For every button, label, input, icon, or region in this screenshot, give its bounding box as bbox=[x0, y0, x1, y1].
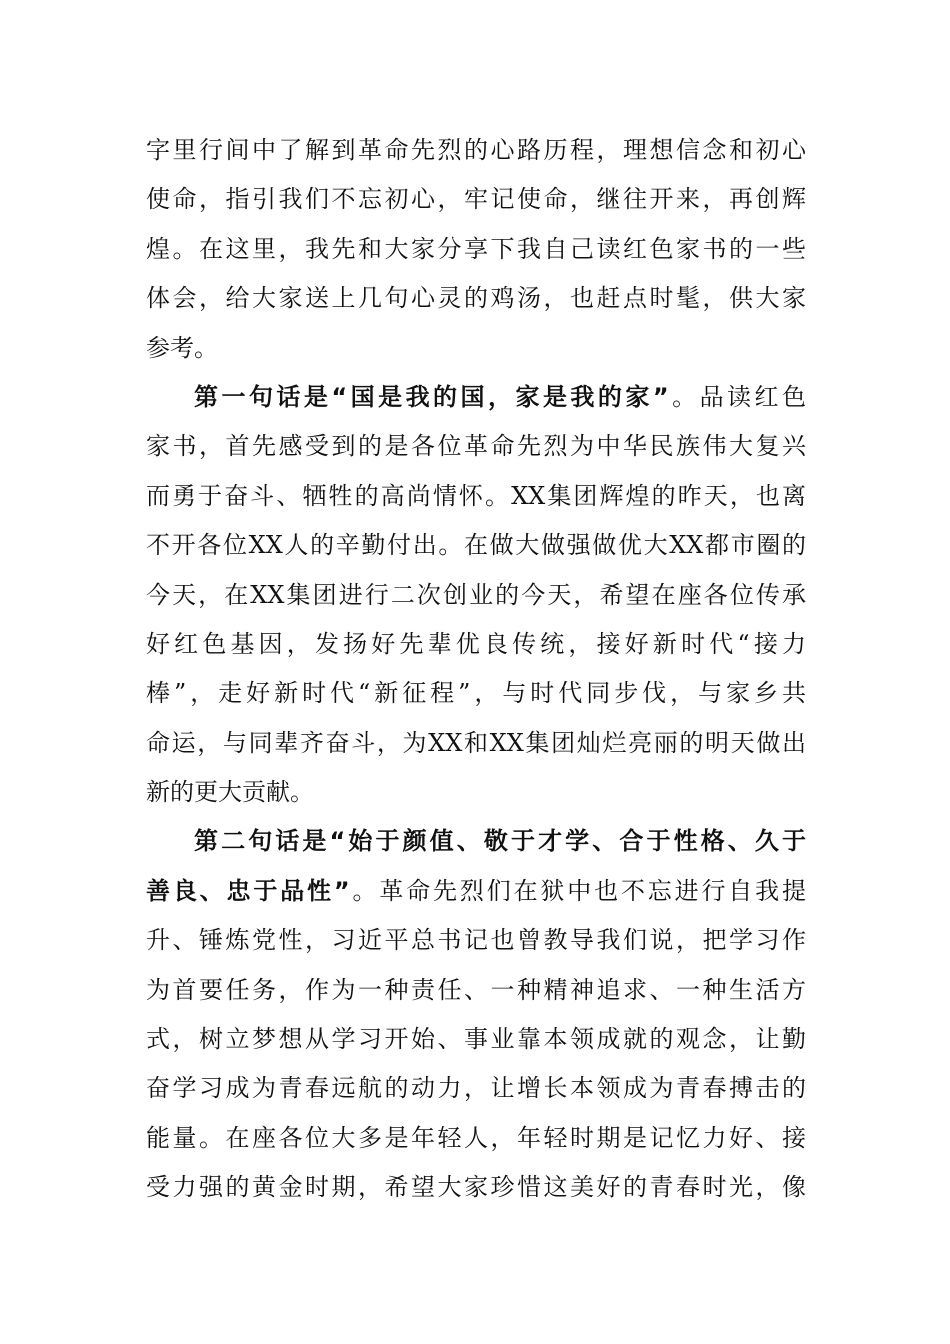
text-line: 棒”，走好新时代“新征程”，与时代同步伐，与家乡共 bbox=[146, 679, 806, 708]
text-line: 煌。在这里，我先和大家分享下我自己读红色家书的一些 bbox=[146, 234, 806, 263]
text-line: 为首要任务，作为一种责任、一种精神追求、一种生活方 bbox=[146, 975, 806, 1004]
paragraph-lead-text: 。品读红色 bbox=[668, 382, 806, 411]
paragraph-heading: 第一句话是“国是我的国，家是我的家” bbox=[194, 382, 669, 411]
paragraph-first-saying bbox=[146, 373, 806, 818]
paragraph-second-saying bbox=[146, 817, 806, 1212]
paragraph-lead-line bbox=[146, 867, 806, 916]
text-line: 新的更大贡献。 bbox=[146, 778, 314, 807]
text-line: 参考。 bbox=[146, 333, 218, 362]
paragraph-lead-text: 。革命先烈们在狱中也不忘进行自我提 bbox=[349, 876, 806, 905]
text-line: 使命，指引我们不忘初心，牢记使命，继往开来，再创辉 bbox=[146, 185, 806, 214]
text-line: 家书，首先感受到的是各位革命先烈为中华民族伟大复兴 bbox=[146, 432, 806, 461]
text-line: 式，树立梦想从学习开始、事业靠本领成就的观念，让勤 bbox=[146, 1025, 806, 1054]
text-line: 字里行间中了解到革命先烈的心路历程，理想信念和初心 bbox=[146, 136, 806, 164]
paragraph-lead-line bbox=[146, 373, 806, 422]
text-line: 升、锤炼党性，习近平总书记也曾教导我们说，把学习作 bbox=[146, 926, 806, 955]
paragraph-heading-continued: 善良、忠于品性” bbox=[146, 876, 350, 905]
text-line: 体会，给大家送上几句心灵的鸡汤，也赶点时髦，供大家 bbox=[146, 284, 806, 313]
text-line: 今天，在XX集团进行二次创业的今天，希望在座各位传承 bbox=[146, 580, 806, 609]
text-line: 不开各位XX人的辛勤付出。在做大做强做优大XX都市圈的 bbox=[146, 531, 806, 560]
document-body bbox=[146, 126, 806, 1213]
paragraph-heading: 第二句话是“始于颜值、敬于才学、合于性格、久于 bbox=[194, 827, 806, 856]
paragraph-intro bbox=[146, 126, 806, 373]
text-line: 命运，与同辈齐奋斗，为XX和XX集团灿烂亮丽的明天做出 bbox=[146, 728, 806, 757]
text-line: 受力强的黄金时期，希望大家珍惜这美好的青春时光，像 bbox=[146, 1173, 806, 1202]
text-line: 而勇于奋斗、牺牲的高尚情怀。XX集团辉煌的昨天，也离 bbox=[146, 481, 806, 510]
text-line: 能量。在座各位大多是年轻人，年轻时期是记忆力好、接 bbox=[146, 1123, 806, 1152]
text-line: 好红色基因，发扬好先辈优良传统，接好新时代“接力 bbox=[146, 629, 806, 658]
text-line: 奋学习成为青春远航的动力，让增长本领成为青春搏击的 bbox=[146, 1074, 806, 1103]
